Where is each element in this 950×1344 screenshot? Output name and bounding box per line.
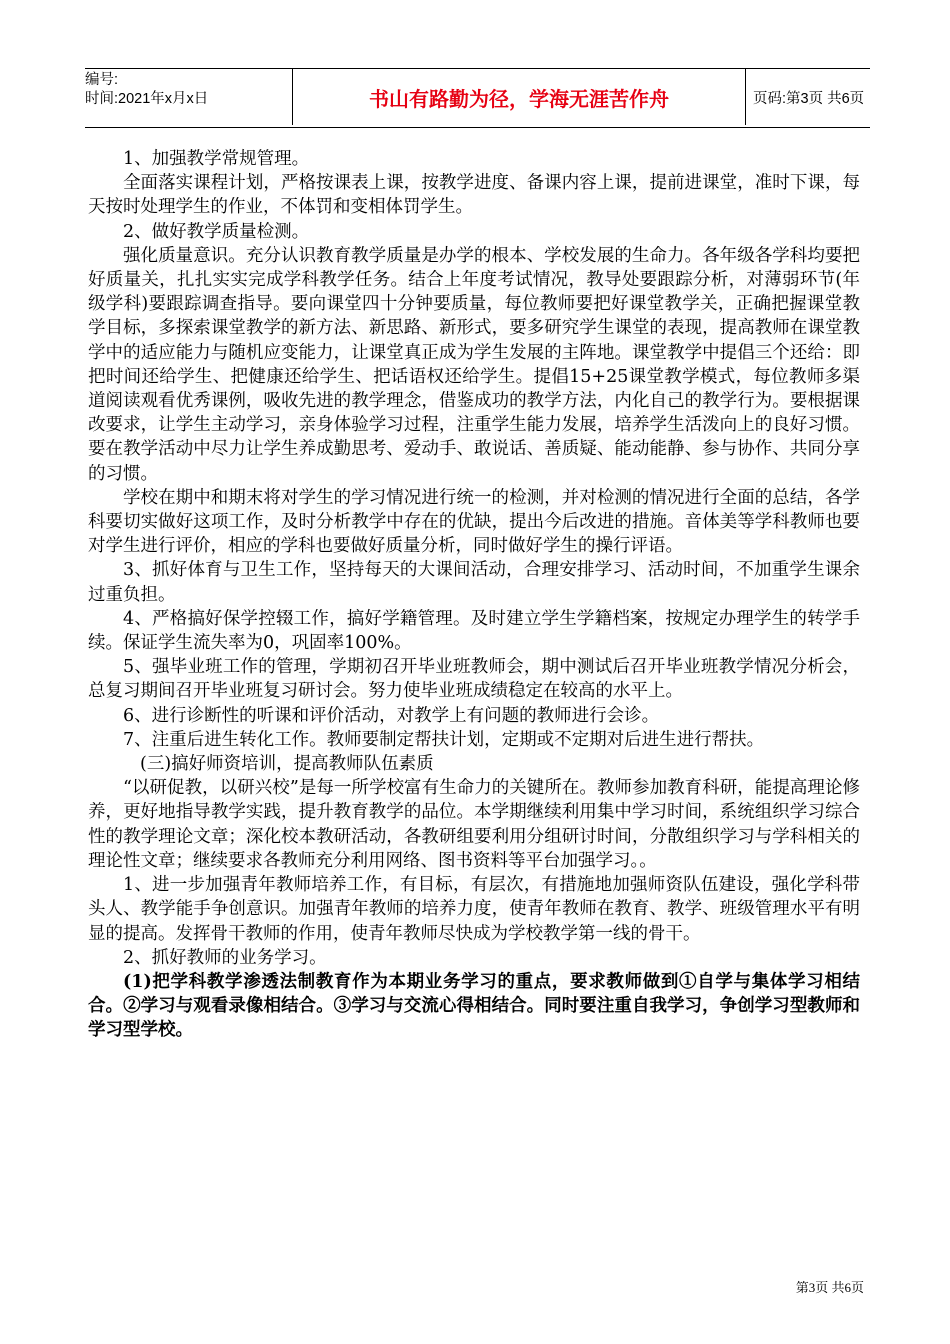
paragraph-item: 2、做好教学质量检测。 (123, 221, 310, 242)
paragraph-item: 1、进一步加强青年教师培养工作，有目标，有层次，有措施地加强师资队伍建设，强化学科带头人、教学能手争创意识。加强青年教师的培养力度，使青年教师在教育、教学、班级管理水平有明显的提高。发挥骨干教师的作用，使青年教师尽快成为学校教学第一线的骨干。 (88, 875, 860, 944)
time-label: 时间:2021年x月x日 (85, 91, 209, 107)
paragraph-item: 2、抓好教师的业务学习。 (123, 947, 327, 968)
paragraph-item: 5、强毕业班工作的管理，学期初召开毕业班教师会，期中测试后召开毕业班教学情况分析会，总复习期间召开毕业班复习研讨会。努力使毕业班成绩稳定在较高的水平上。 (88, 657, 860, 702)
page-header (85, 68, 870, 128)
paragraph-item: 7、注重后进生转化工作。教师要制定帮扶计划，定期或不定期对后进生进行帮扶。 (123, 729, 765, 750)
paragraph-item: 4、严格搞好保学控辍工作，搞好学籍管理。及时建立学生学籍档案，按规定办理学生的转学手续。保证学生流失率为0，巩固率100%。 (88, 608, 860, 654)
paragraph: 学校在期中和期末将对学生的学习情况进行统一的检测，并对检测的情况进行全面的总结，各学科要切实做好这项工作，及时分析教学中存在的优缺，提出今后改进的措施。音体美等学科教师也要对学生进行评价，相应的学科也要做好质量分析，同时做好学生的操行评语。 (88, 487, 860, 557)
section-heading: (三)搞好师资培训，提高教师队伍素质 (140, 754, 434, 775)
document-body (88, 147, 860, 1043)
header-motto: 书山有路勤为径，学海无涯苦作舟 (292, 69, 746, 125)
paragraph-item: 1、加强教学常规管理。 (123, 149, 310, 169)
page-footer: 第3页 共6页 (795, 1280, 864, 1295)
serial-label: 编号: (85, 72, 119, 88)
header-page-label: 页码:第3页 共6页 (753, 90, 865, 107)
paragraph: 全面落实课程计划，严格按课表上课，按教学进度、备课内容上课，提前进课堂，准时下课，每天按时处理学生的作业，不体罚和变相体罚学生。 (88, 173, 860, 218)
paragraph-item: 6、进行诊断性的听课和评价活动，对教学上有问题的教师进行会诊。 (123, 705, 660, 726)
paragraph-bold: (1)把学科教学渗透法制教育作为本期业务学习的重点，要求教师做到①自学与集体学习相结合。②学习与观看录像相结合。③学习与交流心得相结合。同时要注重自我学习，争创学习型教师和学习型学校。 (88, 971, 860, 1041)
paragraph-item: 3、抓好体育与卫生工作，坚持每天的大课间活动，合理安排学习、活动时间，不加重学生课余过重负担。 (88, 560, 860, 605)
paragraph: “以研促教，以研兴校”是每一所学校富有生命力的关键所在。教师参加教育科研，能提高理论修养，更好地指导教学实践，提升教育教学的品位。本学期继续利用集中学习时间，系统组织学习综合性的教学理论文章；深化校本教研活动，各教研组要利用分组研讨时间，分散组织学习与学科相关的理论性文章；继续要求各教师充分利用网络、图书资料等平台加强学习。。 (88, 778, 860, 871)
paragraph: 强化质量意识。充分认识教育教学质量是办学的根本、学校发展的生命力。各年级各学科均要把好质量关，扎扎实实完成学科教学任务。结合上年度考试情况，教导处要跟踪分析，对薄弱环节(年级学科)要跟踪调查指导。要向课堂四十分钟要质量，每位教师要把好课堂教学关，正确把握课堂教学目标，多探索课堂教学的新方法、新思路、新形式，要多研究学生课堂的表现，提高教师在课堂教学中的适应能力与随机应变能力，让课堂真正成为学生发展的主阵地。课堂教学中提倡三个还给：即把时间还给学生、把健康还给学生、把话语权还给学生。提倡15+25课堂教学模式，每位教师多渠道阅读观看优秀课例，吸收先进的教学理念，借鉴成功的教学方法，内化自己的教学行为。要根据课改要求，让学生主动学习，亲身体验学习过程，注重学生能力发展，培养学生活泼向上的良好习惯。要在教学活动中尽力让学生养成勤思考、爱动手、敢说话、善质疑、能动能静、参与协作、共同分享的习惯。 (88, 245, 860, 484)
header-meta (85, 71, 287, 125)
